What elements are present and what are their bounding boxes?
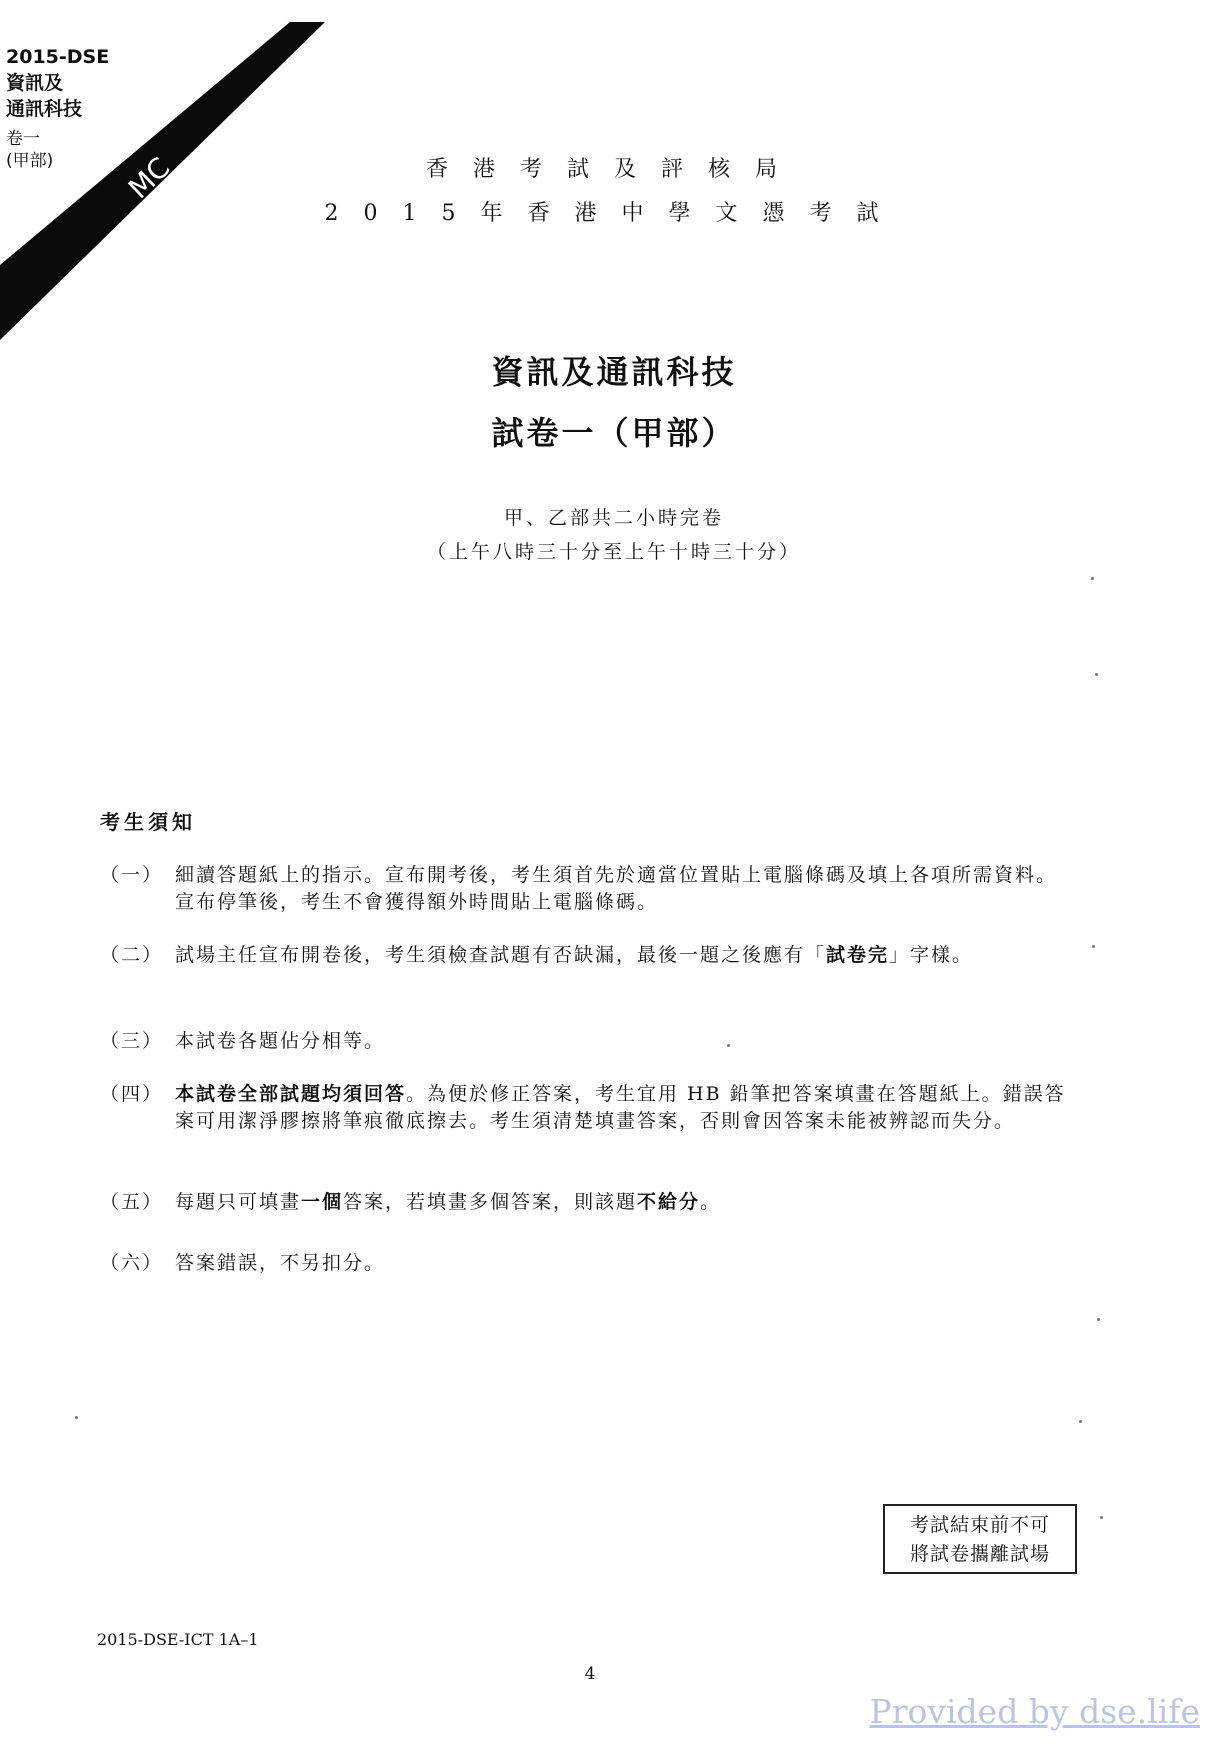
corner-exam-code: 2015-DSE xyxy=(6,46,110,68)
scan-speck xyxy=(727,1044,730,1047)
notice-line: 考試結束前不可 xyxy=(909,1514,1050,1536)
instruction-number: （六） xyxy=(100,1252,164,1274)
corner-subject-line2: 通訊科技 xyxy=(6,98,83,120)
exam-name: 2015年香港中學文憑考試 xyxy=(324,201,904,226)
notice-line: 將試卷攜離試場 xyxy=(909,1543,1050,1565)
instruction-item-4 xyxy=(100,1081,1075,1135)
scan-speck xyxy=(1079,1420,1082,1423)
ribbon-mc-label: MC xyxy=(121,150,177,206)
scan-speck xyxy=(1092,945,1095,948)
scan-speck xyxy=(1100,1516,1103,1519)
instruction-item-6 xyxy=(100,1250,1075,1277)
no-removal-notice-box xyxy=(883,1504,1077,1574)
subject-title: 資訊及通訊科技 xyxy=(491,353,737,391)
instruction-text: 答案錯誤，不另扣分。 xyxy=(175,1252,386,1274)
instruction-item-2 xyxy=(100,942,1075,969)
instructions-heading: 考生須知 xyxy=(100,810,196,834)
scan-speck xyxy=(1097,1318,1100,1321)
instruction-number: （四） xyxy=(100,1083,164,1105)
corner-subject-line1: 資訊及 xyxy=(6,72,64,94)
instruction-text: 本試卷全部試題均須回答。為便於修正答案，考生宜用 HB 鉛筆把答案填畫在答題紙上。錯誤答案可用潔淨膠擦將筆痕徹底擦去。考生須清楚填畫答案，否則會因答案未能被辨認而失分。 xyxy=(175,1083,1066,1132)
instruction-item-5 xyxy=(100,1189,1075,1216)
scan-speck xyxy=(1095,673,1098,676)
paper-code: 2015-DSE-ICT 1A–1 xyxy=(97,1630,259,1649)
instruction-number: （五） xyxy=(100,1191,164,1213)
page-number: 4 xyxy=(584,1664,596,1684)
corner-paper: 卷一 xyxy=(6,129,40,149)
instruction-text: 試場主任宣布開卷後，考生須檢查試題有否缺漏，最後一題之後應有「試卷完」字樣。 xyxy=(175,944,974,966)
emphasis-text: 不給分 xyxy=(637,1191,701,1213)
corner-section: (甲部) xyxy=(6,151,54,171)
emphasis-text: 一個 xyxy=(301,1191,344,1213)
instruction-number: （二） xyxy=(100,944,164,966)
watermark-link[interactable]: Provided by dse.life xyxy=(869,1692,1200,1731)
authority-name: 香港考試及評核局 xyxy=(425,157,802,182)
time-line: （上午八時三十分至上午十時三十分） xyxy=(426,541,801,563)
emphasis-text: 本試卷全部試題均須回答 xyxy=(175,1083,407,1105)
scan-speck xyxy=(1091,577,1094,580)
instruction-text: 每題只可填畫一個答案，若填畫多個答案，則該題不給分。 xyxy=(175,1191,722,1213)
instruction-text: 細讀答題紙上的指示。宣布開考後，考生須首先於適當位置貼上電腦條碼及填上各項所需資料。宣布停筆後，考生不會獲得額外時間貼上電腦條碼。 xyxy=(175,864,1058,913)
instruction-item-3 xyxy=(100,1028,1075,1055)
scan-speck xyxy=(75,1416,78,1419)
emphasis-text: 試卷完 xyxy=(826,944,890,966)
instruction-text: 本試卷各題佔分相等。 xyxy=(175,1030,386,1052)
instruction-number: （一） xyxy=(100,864,164,886)
duration-line: 甲、乙部共二小時完卷 xyxy=(503,507,724,529)
instruction-number: （三） xyxy=(100,1030,164,1052)
instruction-item-1 xyxy=(100,862,1075,916)
paper-title: 試卷一（甲部） xyxy=(491,414,737,452)
